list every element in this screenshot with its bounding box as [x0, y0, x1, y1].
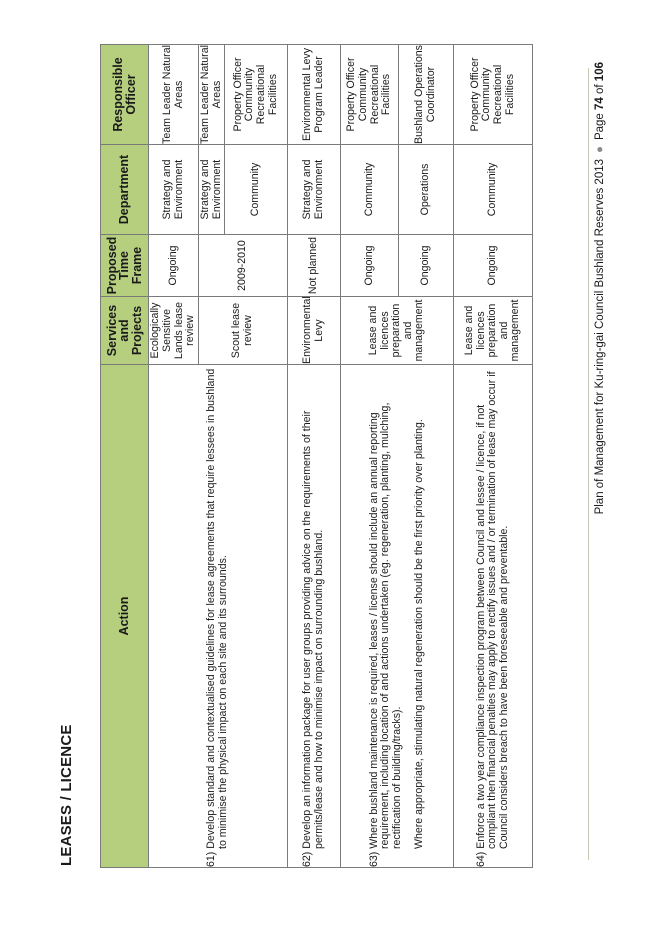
timeframe-cell: Not planned — [288, 235, 341, 297]
officer-cell: Property Officer Community Recreational Facilities — [225, 45, 288, 145]
department-cell: Community — [341, 145, 399, 235]
action-cell — [149, 365, 288, 868]
action-extra-text: Where appropriate, stimulating natural regeneration should be the first priority over planting. — [412, 419, 425, 849]
officer-cell: Property Officer Community Recreational Facilities — [341, 45, 399, 145]
services-cell: Scout lease review — [199, 297, 288, 365]
services-cell: Environmental Levy — [288, 297, 341, 365]
services-cell: Lease and licences preparation and management — [454, 297, 533, 365]
header-action: Action — [101, 365, 149, 868]
table-row — [149, 45, 199, 868]
department-cell: Strategy and Environment — [199, 145, 225, 235]
officer-cell: Property Officer Community Recreational Facilities — [454, 45, 533, 145]
officer-cell: Bushland Operations Coordinator — [399, 45, 454, 145]
officer-cell: Environmental Levy Program Leader — [288, 45, 341, 145]
footer-rule — [588, 68, 589, 860]
department-cell: Community — [225, 145, 288, 235]
officer-cell: Team Leader Natural Areas — [198, 45, 223, 144]
table-row — [454, 45, 533, 868]
timeframe-cell: Ongoing — [454, 235, 533, 297]
page-label: Page — [594, 113, 606, 141]
department-cell: Strategy and Environment — [288, 145, 341, 235]
services-cell: Lease and licences preparation and management — [341, 297, 454, 365]
page-total: 106 — [594, 62, 606, 82]
action-text: 62) Develop an information package for user groups providing advice on the requirements of their permits/lease and how to minimise impact on surrounding bushland. — [301, 410, 325, 867]
header-officer: Responsible Officer — [101, 45, 149, 145]
table-row — [288, 45, 341, 868]
bullet-icon: ● — [594, 146, 606, 153]
services-cell: Ecologically Sensitive Lands lease review — [149, 297, 199, 365]
page-number: 74 — [594, 97, 606, 110]
action-cell — [341, 365, 454, 868]
footer-title: Plan of Management for Ku-ring-gai Council Bushland Reserves 2013 — [594, 159, 606, 515]
footer — [594, 62, 606, 514]
action-cell — [288, 365, 341, 868]
header-services: Services and Projects — [101, 297, 149, 365]
officer-cell: Team Leader Natural Areas — [149, 45, 199, 145]
table-row — [341, 45, 399, 868]
page-of: of — [594, 84, 606, 94]
department-cell: Operations — [399, 145, 454, 235]
timeframe-cell: Ongoing — [149, 235, 199, 297]
timeframe-cell: 2009-2010 — [199, 235, 288, 297]
action-text: 63) Where bushland maintenance is required, leases / license should include an annual reporting requirement, including location of and actions undertaken (eg. regeneration, planting, mulching, rectification of building/tracks). — [367, 402, 403, 867]
department-cell: Community — [454, 145, 533, 235]
header-timeframe: Proposed Time Frame — [101, 235, 149, 297]
header-department: Department — [101, 145, 149, 235]
action-cell — [454, 365, 533, 868]
timeframe-cell: Ongoing — [399, 235, 454, 297]
section-heading: LEASES / LICENCE — [58, 724, 75, 866]
table-header-row — [101, 45, 149, 868]
action-text: 61) Develop standard and contextualised guidelines for lease agreements that require lessees in bushland to minimise the physical impact on each site and its surrounds. — [205, 368, 229, 867]
timeframe-cell: Ongoing — [341, 235, 399, 297]
action-table — [100, 44, 533, 868]
action-text: 64) Enforce a two year compliance inspection program between Council and lessee / licence, if not compliant then financial penalties may apply to rectify issues and / or termination of lease may occur if Council considers breach to have been foreseeable and preventable. — [474, 371, 510, 867]
department-cell: Strategy and Environment — [149, 145, 199, 235]
